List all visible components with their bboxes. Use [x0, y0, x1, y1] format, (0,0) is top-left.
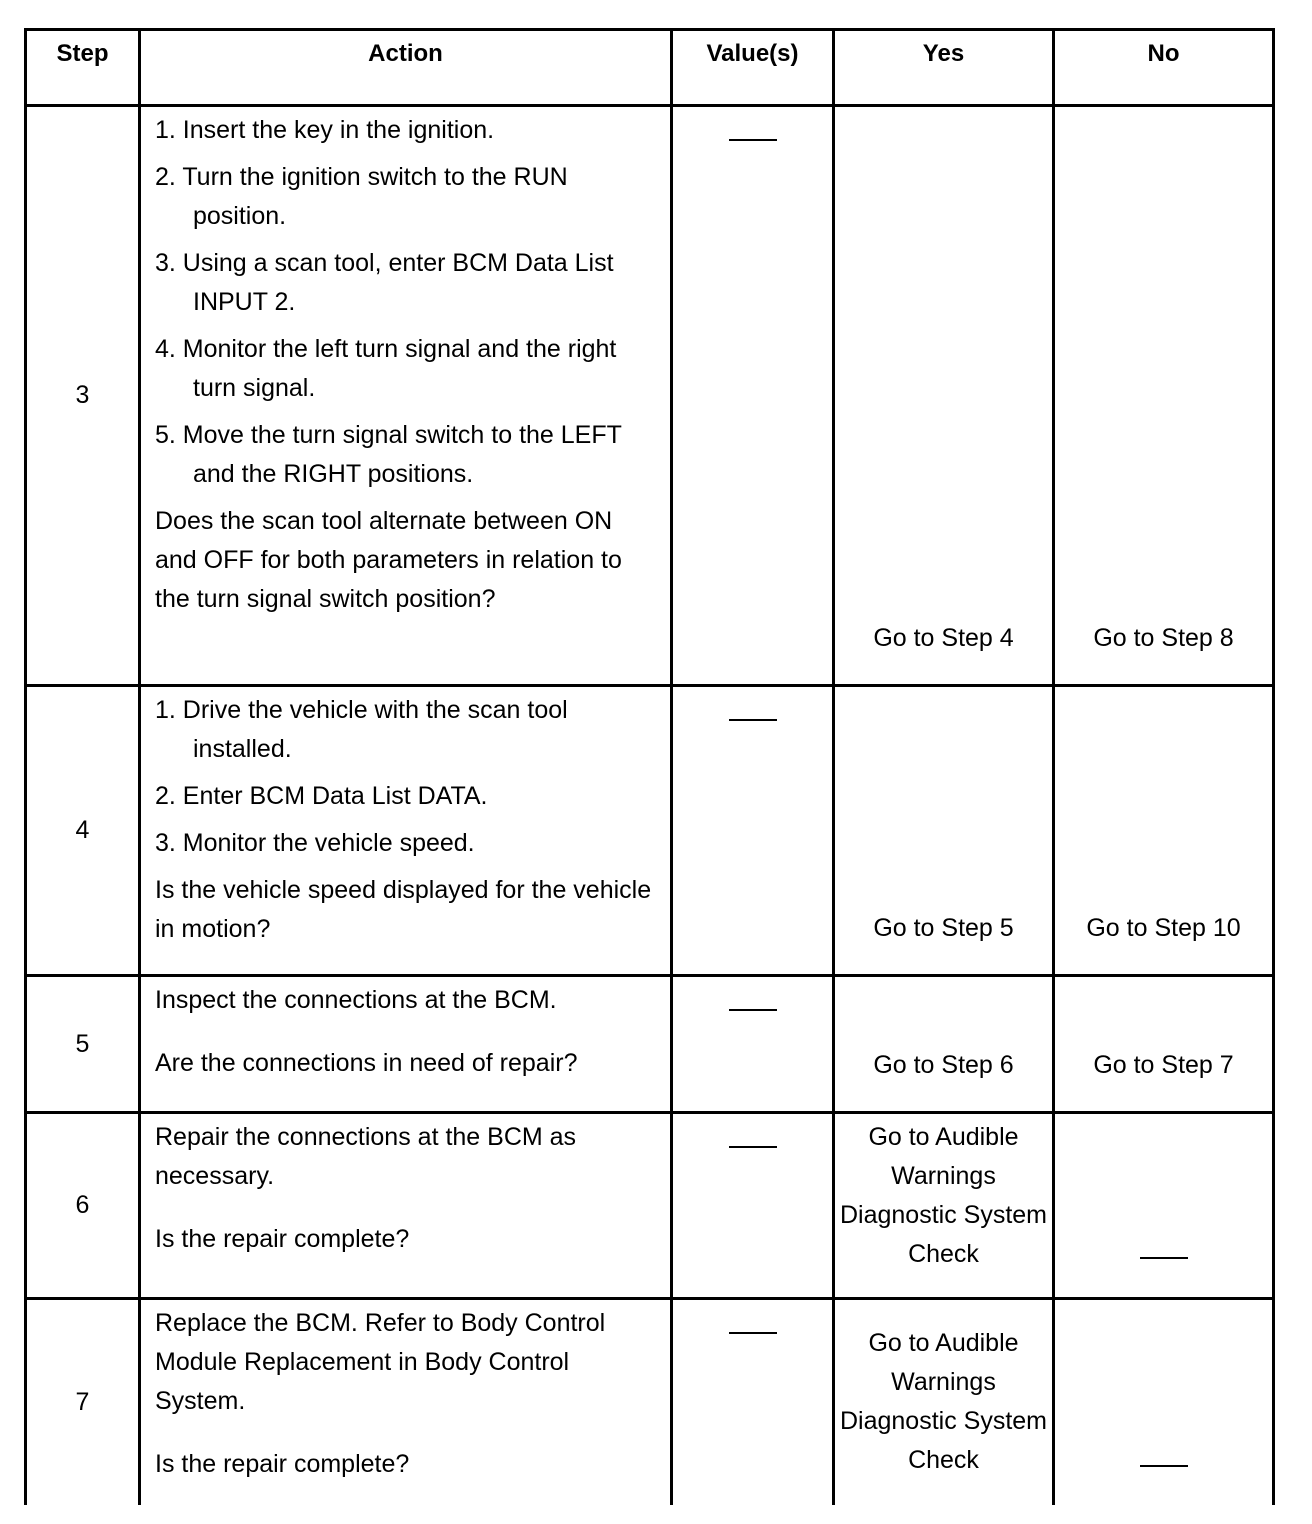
- value-cell: [672, 1299, 834, 1505]
- action-item: 3. Monitor the vehicle speed.: [155, 829, 475, 857]
- no-cell: [1054, 1113, 1274, 1299]
- value-dash: [729, 1146, 777, 1148]
- yes-cell: Go to Audible Warnings Diagnostic System Check: [834, 1299, 1054, 1505]
- no-dash: [1140, 1465, 1188, 1467]
- header-yes: Yes: [834, 30, 1054, 106]
- action-cell: [140, 1113, 672, 1299]
- header-row: [26, 30, 1274, 106]
- value-cell: [672, 1113, 834, 1299]
- action-question: Are the connections in need of repair?: [155, 1049, 578, 1077]
- table-row-step-4: [26, 686, 1274, 976]
- action-item: 1. Drive the vehicle with the scan tool installed.: [155, 696, 568, 763]
- value-dash: [729, 139, 777, 141]
- diagnostic-table: [24, 28, 1275, 1505]
- no-cell: [1054, 1299, 1274, 1505]
- value-cell: [672, 106, 834, 686]
- step-number: 6: [26, 1113, 140, 1299]
- table-row-step-6: [26, 1113, 1274, 1299]
- yes-cell: Go to Step 5: [834, 686, 1054, 976]
- action-question: Does the scan tool alternate between ON and OFF for both parameters in relation to the turn signal switch position?: [155, 507, 622, 613]
- no-cell: Go to Step 10: [1054, 686, 1274, 976]
- action-cell: [140, 106, 672, 686]
- value-dash: [729, 719, 777, 721]
- yes-cell: Go to Audible Warnings Diagnostic System Check: [834, 1113, 1054, 1299]
- header-no: No: [1054, 30, 1274, 106]
- step-number: 3: [26, 106, 140, 686]
- action-item: 2. Turn the ignition switch to the RUN position.: [155, 163, 568, 230]
- action-cell: [140, 686, 672, 976]
- action-cell: [140, 976, 672, 1113]
- header-values: Value(s): [672, 30, 834, 106]
- action-item: 1. Insert the key in the ignition.: [155, 116, 495, 144]
- no-cell: Go to Step 7: [1054, 976, 1274, 1113]
- action-cell: [140, 1299, 672, 1505]
- action-item: 3. Using a scan tool, enter BCM Data List INPUT 2.: [155, 249, 614, 316]
- table-row-step-5: [26, 976, 1274, 1113]
- table-row-step-3: [26, 106, 1274, 686]
- action-statement: Replace the BCM. Refer to Body Control Module Replacement in Body Control System.: [155, 1309, 606, 1415]
- step-number: 7: [26, 1299, 140, 1505]
- step-number: 4: [26, 686, 140, 976]
- action-question: Is the vehicle speed displayed for the vehicle in motion?: [155, 876, 652, 943]
- header-action: Action: [140, 30, 672, 106]
- yes-cell: Go to Step 6: [834, 976, 1054, 1113]
- no-cell: Go to Step 8: [1054, 106, 1274, 686]
- value-cell: [672, 976, 834, 1113]
- table-row-step-7: [26, 1299, 1274, 1505]
- value-dash: [729, 1332, 777, 1334]
- value-cell: [672, 686, 834, 976]
- action-item: 5. Move the turn signal switch to the LEFT and the RIGHT positions.: [155, 421, 622, 488]
- header-step: Step: [26, 30, 140, 106]
- action-question: Is the repair complete?: [155, 1450, 410, 1478]
- action-statement: Repair the connections at the BCM as necessary.: [155, 1123, 577, 1190]
- action-item: 2. Enter BCM Data List DATA.: [155, 782, 488, 810]
- yes-cell: Go to Step 4: [834, 106, 1054, 686]
- no-dash: [1140, 1257, 1188, 1259]
- action-question: Is the repair complete?: [155, 1225, 410, 1253]
- action-item: 4. Monitor the left turn signal and the right turn signal.: [155, 335, 617, 402]
- value-dash: [729, 1009, 777, 1011]
- action-statement: Inspect the connections at the BCM.: [155, 986, 557, 1014]
- step-number: 5: [26, 976, 140, 1113]
